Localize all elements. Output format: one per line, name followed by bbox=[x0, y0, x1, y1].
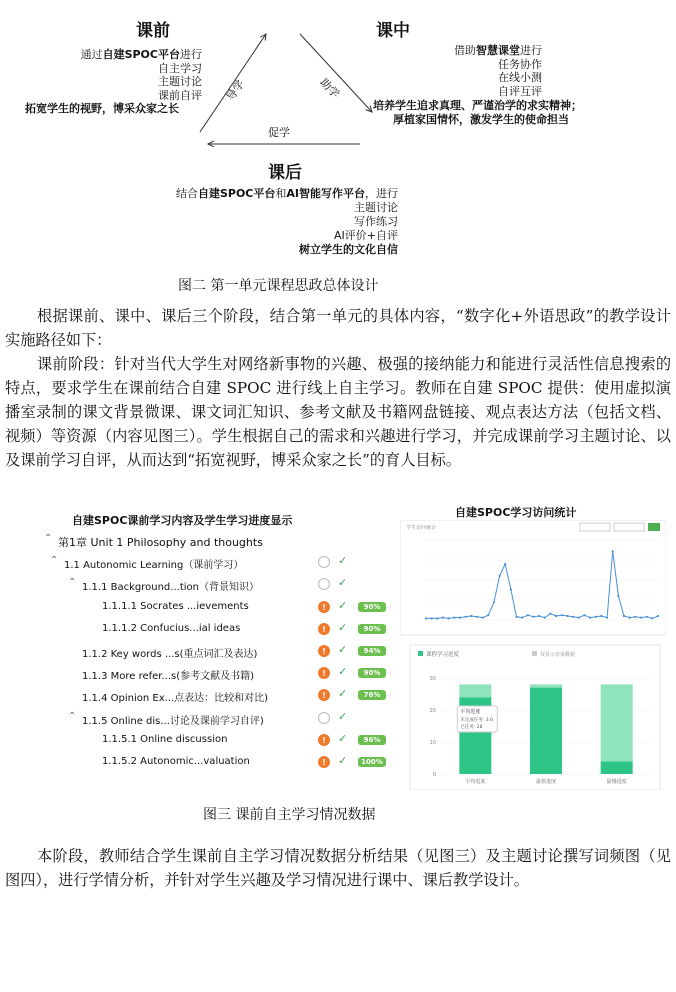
post-class-line-3: 写作练习 bbox=[354, 215, 398, 228]
progress-row-label: 1.1.2 Key words ...s(重点词汇及表达) bbox=[82, 649, 258, 660]
progress-badge: 76% bbox=[358, 690, 386, 700]
spoc-progress-panel bbox=[40, 510, 400, 780]
pre-class-line-3: 主题讨论 bbox=[158, 75, 202, 88]
in-class-line-1: 借助智慧课堂进行 bbox=[454, 44, 542, 57]
task-done-icon: ! bbox=[318, 756, 330, 768]
task-open-icon bbox=[318, 578, 330, 590]
bar-chart-y-tick: 0 bbox=[432, 772, 436, 778]
check-icon: ✓ bbox=[338, 665, 348, 679]
bar-chart-title: 课程学习进度 bbox=[426, 652, 460, 658]
progress-row[interactable] bbox=[40, 574, 400, 596]
task-done-icon: ! bbox=[318, 645, 330, 657]
figure-2-course-design bbox=[0, 0, 676, 294]
progress-row-label: 1.1.5.2 Autonomic...valuation bbox=[102, 756, 250, 767]
figure-3-caption: 图三 课前自主学习情况数据 bbox=[203, 807, 376, 823]
bar-chart-y-tick: 20 bbox=[429, 708, 436, 714]
progress-row[interactable] bbox=[40, 552, 400, 574]
line-chart-point bbox=[561, 614, 563, 616]
bar-chart-bar bbox=[459, 684, 491, 697]
line-chart-point bbox=[538, 615, 540, 617]
pre-class-line-1: 通过自建SPOC平台进行 bbox=[80, 48, 202, 61]
line-chart-point bbox=[470, 615, 472, 617]
check-icon: ✓ bbox=[338, 620, 348, 634]
figure-2-caption: 图二 第一单元课程思政总体设计 bbox=[178, 278, 379, 294]
bar-chart-y-tick: 30 bbox=[429, 676, 436, 682]
chevron-up-icon[interactable]: ⌃ bbox=[44, 533, 53, 544]
line-chart-point bbox=[566, 615, 568, 617]
line-chart-point bbox=[606, 617, 608, 619]
task-open-icon bbox=[318, 556, 330, 568]
bar-chart-bar bbox=[601, 684, 633, 761]
date-range-select bbox=[614, 523, 644, 531]
bar-chart-tooltip-line: 已任务: 28 bbox=[460, 725, 483, 730]
check-icon: ✓ bbox=[338, 643, 348, 656]
line-chart-point bbox=[589, 617, 591, 619]
line-chart-point bbox=[459, 617, 461, 619]
task-done-icon: ! bbox=[318, 667, 330, 679]
line-chart-point bbox=[544, 617, 546, 619]
line-chart-point bbox=[476, 616, 478, 618]
post-class-goal: 树立学生的文化自信 bbox=[299, 243, 398, 256]
line-chart-point bbox=[498, 575, 500, 577]
pre-class-goal: 拓宽学生的视野，博采众家之长 bbox=[25, 102, 179, 115]
check-icon: ✓ bbox=[338, 598, 348, 612]
line-chart-point bbox=[448, 617, 450, 619]
progress-row[interactable] bbox=[40, 663, 400, 685]
line-chart-point bbox=[465, 616, 467, 618]
line-chart-point bbox=[578, 617, 580, 619]
bar-chart-x-tick: 最慢进度 bbox=[606, 779, 627, 785]
progress-row-label: 1.1.1.2 Confucius...ial ideas bbox=[102, 622, 241, 634]
chevron-up-icon[interactable]: ⌃ bbox=[50, 555, 59, 567]
in-class-goal-1: 培养学生追求真理、严谨治学的求实精神； bbox=[373, 99, 582, 112]
line-chart-point bbox=[595, 616, 597, 618]
progress-badge: 94% bbox=[358, 646, 386, 656]
in-class-line-4: 自评互评 bbox=[498, 84, 542, 98]
chevron-up-icon[interactable]: ⌃ bbox=[68, 577, 77, 589]
bar-chart-legend-swatch bbox=[532, 651, 537, 656]
line-chart-point bbox=[487, 614, 489, 616]
progress-row-label: 第1章 Unit 1 Philosophy and thoughts bbox=[58, 536, 263, 549]
bar-chart-x-tick: 最快进度 bbox=[535, 779, 557, 785]
progress-row[interactable] bbox=[40, 619, 400, 641]
line-chart-point bbox=[521, 617, 523, 619]
line-chart-point bbox=[436, 617, 438, 619]
progress-row-label: 1.1.1 Background...tion（背景知识） bbox=[82, 582, 259, 594]
progress-badge: 100% bbox=[358, 757, 386, 767]
line-chart-point bbox=[572, 616, 574, 618]
line-chart-point bbox=[431, 617, 433, 619]
check-icon: ✓ bbox=[338, 754, 348, 767]
bar-chart-tooltip-title: 平均进度 bbox=[460, 709, 481, 715]
progress-row-label: 1.1 Autonomic Learning（课前学习） bbox=[64, 560, 244, 572]
line-chart-point bbox=[657, 615, 659, 617]
query-button bbox=[648, 523, 660, 531]
bar-chart-bar bbox=[530, 684, 562, 687]
check-icon: ✓ bbox=[338, 576, 348, 590]
line-chart-point bbox=[549, 613, 551, 615]
progress-row[interactable] bbox=[40, 685, 400, 707]
paragraph-2: 课前阶段：针对当代大学生对网络新事物的兴趣、极强的接纳能力和能进行灵活性信息搜索的特点，要求学生在课前结合自建 SPOC 进行线上自主学习。教师在自建 SPOC 提供：使用虚拟演播室录制的课文背景微课、课文词汇知识、参考文献及书籍网盘链接、观点表达方法（包括文档、视频）等资源（内容见图三）。学生根据自己的需求和兴趣进行学习，并完成课前学习主题讨论、以及课前学习自评，从而达到“拓宽视野，博采众家之长”的育人目标。 bbox=[5, 355, 671, 469]
line-chart-point bbox=[612, 550, 614, 552]
spoc-access-panel bbox=[400, 500, 666, 790]
spoc-access-charts bbox=[400, 520, 666, 790]
bar-chart-legend-swatch bbox=[418, 651, 423, 656]
arrow-label-assist: 助学 bbox=[317, 75, 342, 101]
check-icon: ✓ bbox=[338, 709, 348, 723]
task-open-icon bbox=[318, 712, 330, 724]
progress-row[interactable] bbox=[40, 752, 400, 774]
line-chart-point bbox=[600, 615, 602, 617]
bar-chart-bar bbox=[601, 761, 633, 774]
line-chart-point bbox=[623, 615, 625, 617]
line-chart-point bbox=[646, 616, 648, 618]
line-chart-point bbox=[425, 617, 427, 619]
progress-row[interactable] bbox=[40, 708, 400, 730]
in-class-line-3: 在线小测 bbox=[498, 71, 542, 84]
progress-row-label: 1.1.5.1 Online discussion bbox=[102, 733, 228, 745]
arrow-label-promote: 促学 bbox=[268, 126, 290, 139]
line-chart-point bbox=[629, 617, 631, 619]
progress-row-label: 1.1.1.1 Socrates ...ievements bbox=[102, 600, 249, 612]
in-class-goal-2: 厚植家国情怀，激发学生的使命担当 bbox=[393, 112, 569, 126]
line-chart-point bbox=[555, 615, 557, 617]
progress-row[interactable] bbox=[40, 730, 400, 752]
progress-row-label: 1.1.5 Online dis...讨论及课前学习自评) bbox=[82, 715, 264, 727]
bar-chart-legend-label: 仅显示非零数据 bbox=[540, 652, 576, 658]
task-done-icon: ! bbox=[318, 601, 330, 613]
line-chart-point bbox=[481, 617, 483, 619]
line-chart-point bbox=[634, 616, 636, 618]
bar-chart-x-tick: 平均进度 bbox=[465, 779, 486, 785]
line-chart-point bbox=[453, 617, 455, 619]
paragraph-1: 根据课前、课中、课后三个阶段，结合第一单元的具体内容，“数字化+外语思政”的教学设计实施路径如下： bbox=[5, 307, 671, 349]
pre-class-title: 课前 bbox=[136, 21, 170, 41]
post-class-line-2: 主题讨论 bbox=[354, 201, 398, 214]
pre-class-line-4: 课前自评 bbox=[158, 88, 202, 102]
post-class-title: 课后 bbox=[268, 163, 302, 183]
progress-badge: 90% bbox=[358, 602, 386, 612]
in-class-line-2: 任务协作 bbox=[498, 57, 542, 71]
arrow-label-guide: 导学 bbox=[223, 77, 247, 104]
spoc-access-title: 自建SPOC学习访问统计 bbox=[455, 506, 577, 519]
progress-badge: 90% bbox=[358, 624, 386, 634]
progress-row[interactable] bbox=[40, 641, 400, 663]
progress-row-label: 1.1.4 Opinion Ex...点表达：比较和对比) bbox=[82, 693, 269, 705]
task-done-icon: ! bbox=[318, 689, 330, 701]
task-done-icon: ! bbox=[318, 623, 330, 635]
in-class-title: 课中 bbox=[376, 21, 410, 41]
progress-row[interactable] bbox=[40, 530, 400, 552]
check-icon: ✓ bbox=[338, 554, 348, 568]
arrow-assist bbox=[300, 34, 372, 112]
date-range-select bbox=[580, 523, 610, 531]
chevron-up-icon[interactable]: ⌃ bbox=[68, 710, 77, 722]
line-chart-point bbox=[583, 614, 585, 616]
progress-badge: 96% bbox=[358, 735, 386, 745]
task-done-icon: ! bbox=[318, 734, 330, 746]
bar-chart-y-tick: 10 bbox=[429, 740, 436, 746]
line-chart-point bbox=[493, 601, 495, 603]
progress-row[interactable] bbox=[40, 597, 400, 619]
post-class-line-1: 结合自建SPOC平台和AI智能写作平台，进行 bbox=[175, 187, 398, 200]
line-chart-point bbox=[617, 595, 619, 597]
check-icon: ✓ bbox=[338, 731, 348, 745]
bar-chart-bar bbox=[530, 688, 562, 774]
progress-row-label: 1.1.3 More refer...s(参考文献及书籍) bbox=[82, 671, 255, 683]
progress-badge: 90% bbox=[358, 668, 386, 678]
bar-chart-tooltip-line: 未完成任务: 3.6 bbox=[460, 718, 493, 723]
line-chart-point bbox=[651, 617, 653, 619]
line-chart-point bbox=[532, 616, 534, 618]
line-chart-header: 学生访问统计 bbox=[406, 525, 437, 531]
pre-class-line-2: 自主学习 bbox=[158, 61, 202, 75]
line-chart-point bbox=[640, 617, 642, 619]
post-class-line-4: AI评价+自评 bbox=[334, 229, 398, 242]
line-chart-point bbox=[527, 614, 529, 616]
line-chart-point bbox=[442, 617, 444, 619]
spoc-progress-title: 自建SPOC课前学习内容及学生学习进度显示 bbox=[72, 514, 293, 527]
check-icon: ✓ bbox=[338, 687, 348, 701]
line-chart-point bbox=[510, 589, 512, 591]
line-chart-point bbox=[504, 563, 506, 565]
paragraph-3: 本阶段，教师结合学生课前自主学习情况数据分析结果（见图三）及主题讨论撰写词频图（见图四），进行学情分析，并针对学生兴趣及学习情况进行课中、课后教学设计。 bbox=[5, 847, 671, 889]
line-chart-point bbox=[515, 616, 517, 618]
